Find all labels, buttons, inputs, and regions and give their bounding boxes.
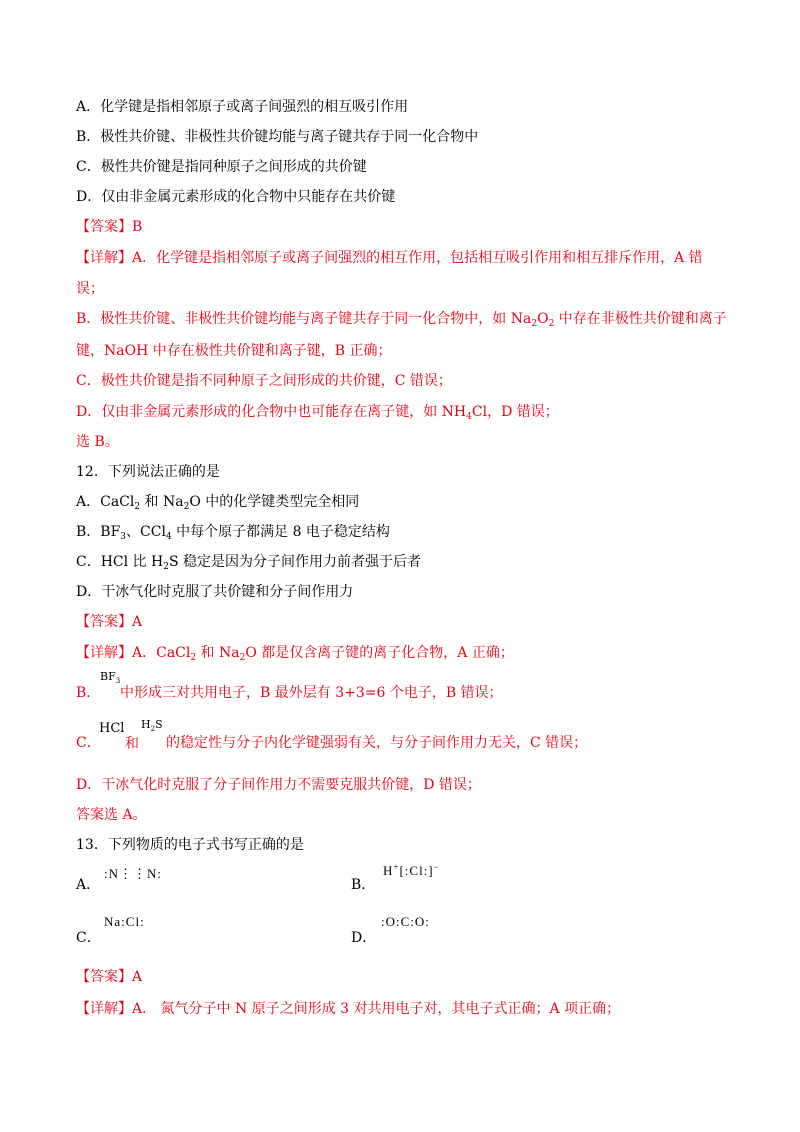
detail-text: Cl，D 错误； [471, 404, 559, 420]
subscript: 3 [115, 677, 121, 685]
formula-text: H [383, 863, 394, 878]
option-text: 中每个原子都满足 8 电子稳定结构 [171, 524, 390, 540]
detail-text: A．化学键是指相邻原子或离子间强烈的相互作用，包括相互吸引作用和相互排斥作用，A 错 [132, 250, 703, 266]
option-text: A．CaCl [76, 494, 135, 510]
q12-detail-c-text: 的稳定性与分子内化学键强弱有关，与分子间作用力无关，C 错误； [166, 735, 588, 751]
detail-tag: 【详解】 [76, 645, 132, 661]
q12-option-d: D．干冰气化时克服了共价键和分子间作用力 [76, 584, 354, 600]
subscript: 2 [531, 319, 538, 329]
q12-detail-c-label: C． [76, 735, 101, 751]
q12-detail-d: D．干冰气化时克服了分子间作用力不需要克服共价键，D 错误； [76, 777, 481, 793]
answer-value: A [132, 969, 143, 985]
detail-text: A．CaCl [132, 645, 191, 661]
option-text: C．HCl 比 H [76, 554, 164, 570]
option-text: 、CCl [126, 524, 166, 540]
subscript: 3 [120, 532, 127, 542]
q13-detail-a [76, 1000, 620, 1018]
q12-option-a [76, 493, 359, 511]
answer-tag: 【答案】 [76, 219, 132, 235]
hcl-formula-image: HCl [99, 721, 125, 736]
q13-answer [76, 968, 142, 986]
detail-text: O 都是仅含离子键的离子化合物，A 正确； [245, 645, 514, 661]
formula-text: BF [100, 670, 116, 683]
subscript: 4 [466, 412, 472, 422]
subscript: 2 [239, 653, 246, 663]
formula-text: :Cl: [121, 914, 145, 929]
answer-tag: 【答案】 [76, 614, 132, 630]
q11-detail-c: C．极性共价键是指不同种原子之间形成的共价键，C 错误； [76, 373, 452, 389]
h2s-formula-image [141, 718, 163, 731]
q13-option-a-label: A． [76, 877, 101, 893]
detail-text: O [537, 311, 549, 327]
q12-conclusion: 答案选 A。 [76, 807, 147, 823]
q11-detail-a-line1 [76, 249, 703, 267]
subscript: 4 [165, 532, 172, 542]
subscript: 2 [150, 725, 156, 733]
answer-value: B [132, 219, 143, 235]
superscript: + [393, 862, 400, 872]
option-text: S 稳定是因为分子间作用力前者强于后者 [168, 554, 422, 570]
q11-conclusion: 选 B。 [76, 434, 119, 450]
q13-option-b-label: B． [351, 877, 376, 893]
q12-stem: 12．下列说法正确的是 [76, 464, 220, 480]
superscript: − [433, 862, 440, 872]
formula-text: H [141, 718, 151, 731]
q11-detail-b-line2: 键，NaOH 中存在极性共价键和离子键，B 正确； [76, 343, 392, 359]
q12-detail-b-text: 中形成三对共用电子，B 最外层有 3+3=6 个电子，B 错误； [120, 685, 503, 701]
and-text: 和 [125, 736, 139, 752]
q13-option-c-label: C． [76, 930, 101, 946]
option-text: O 中的化学键类型完全相同 [189, 494, 360, 510]
subscript: 2 [190, 653, 197, 663]
detail-tag: 【详解】 [76, 1001, 132, 1017]
q11-detail-b-line1 [76, 310, 727, 328]
detail-text: 和 Na [196, 645, 240, 661]
formula-text: S [155, 718, 163, 731]
option-text: B．BF [76, 524, 121, 540]
q13-option-d-label: D． [351, 930, 377, 946]
co2-lewis-formula: :O:C:O: [381, 914, 430, 929]
detail-text: D．仅由非金属元素形成的化合物中也可能存在离子键，如 NH [76, 404, 467, 420]
q11-detail-a-line2: 误； [76, 281, 104, 297]
subscript: 2 [548, 319, 555, 329]
q12-answer [76, 613, 142, 631]
q11-option-d: D．仅由非金属元素形成的化合物中只能存在共价键 [76, 189, 396, 205]
answer-value: A [132, 614, 143, 630]
formula-text: [:Cl:] [399, 863, 434, 878]
q12-option-b [76, 523, 390, 541]
q12-option-c [76, 553, 421, 571]
detail-text: 中存在非极性共价键和离子 [554, 311, 727, 327]
q12-detail-b [76, 684, 100, 702]
option-text: 和 Na [140, 494, 184, 510]
nacl-lewis-formula [104, 914, 145, 930]
subscript: 2 [163, 562, 169, 572]
q11-detail-d [76, 403, 559, 421]
detail-text: B．极性共价键、非极性共价键均能与离子键共存于同一化合物中，如 Na [76, 311, 532, 327]
hcl-lewis-formula [383, 863, 440, 879]
q11-option-c: C．极性共价键是指同种原子之间形成的共价键 [76, 159, 367, 175]
subscript: 2 [134, 502, 141, 512]
n2-lewis-formula: :N⋮⋮N: [104, 866, 162, 881]
bf3-formula-image [100, 670, 120, 683]
q11-option-b: B．极性共价键、非极性共价键均能与离子键共存于同一化合物中 [76, 129, 479, 145]
q13-stem: 13．下列物质的电子式书写正确的是 [76, 837, 304, 853]
q11-answer [76, 218, 142, 236]
formula-text: Na [104, 914, 122, 929]
answer-tag: 【答案】 [76, 969, 132, 985]
detail-text: A． 氮气分子中 N 原子之间形成 3 对共用电子对，其电子式正确；A 项正确； [132, 1001, 621, 1017]
q11-option-a: A．化学键是指相邻原子或离子间强烈的相互吸引作用 [76, 99, 409, 115]
q12-detail-a [76, 644, 514, 662]
detail-tag: 【详解】 [76, 250, 132, 266]
subscript: 2 [183, 502, 190, 512]
detail-label: B． [76, 685, 101, 701]
